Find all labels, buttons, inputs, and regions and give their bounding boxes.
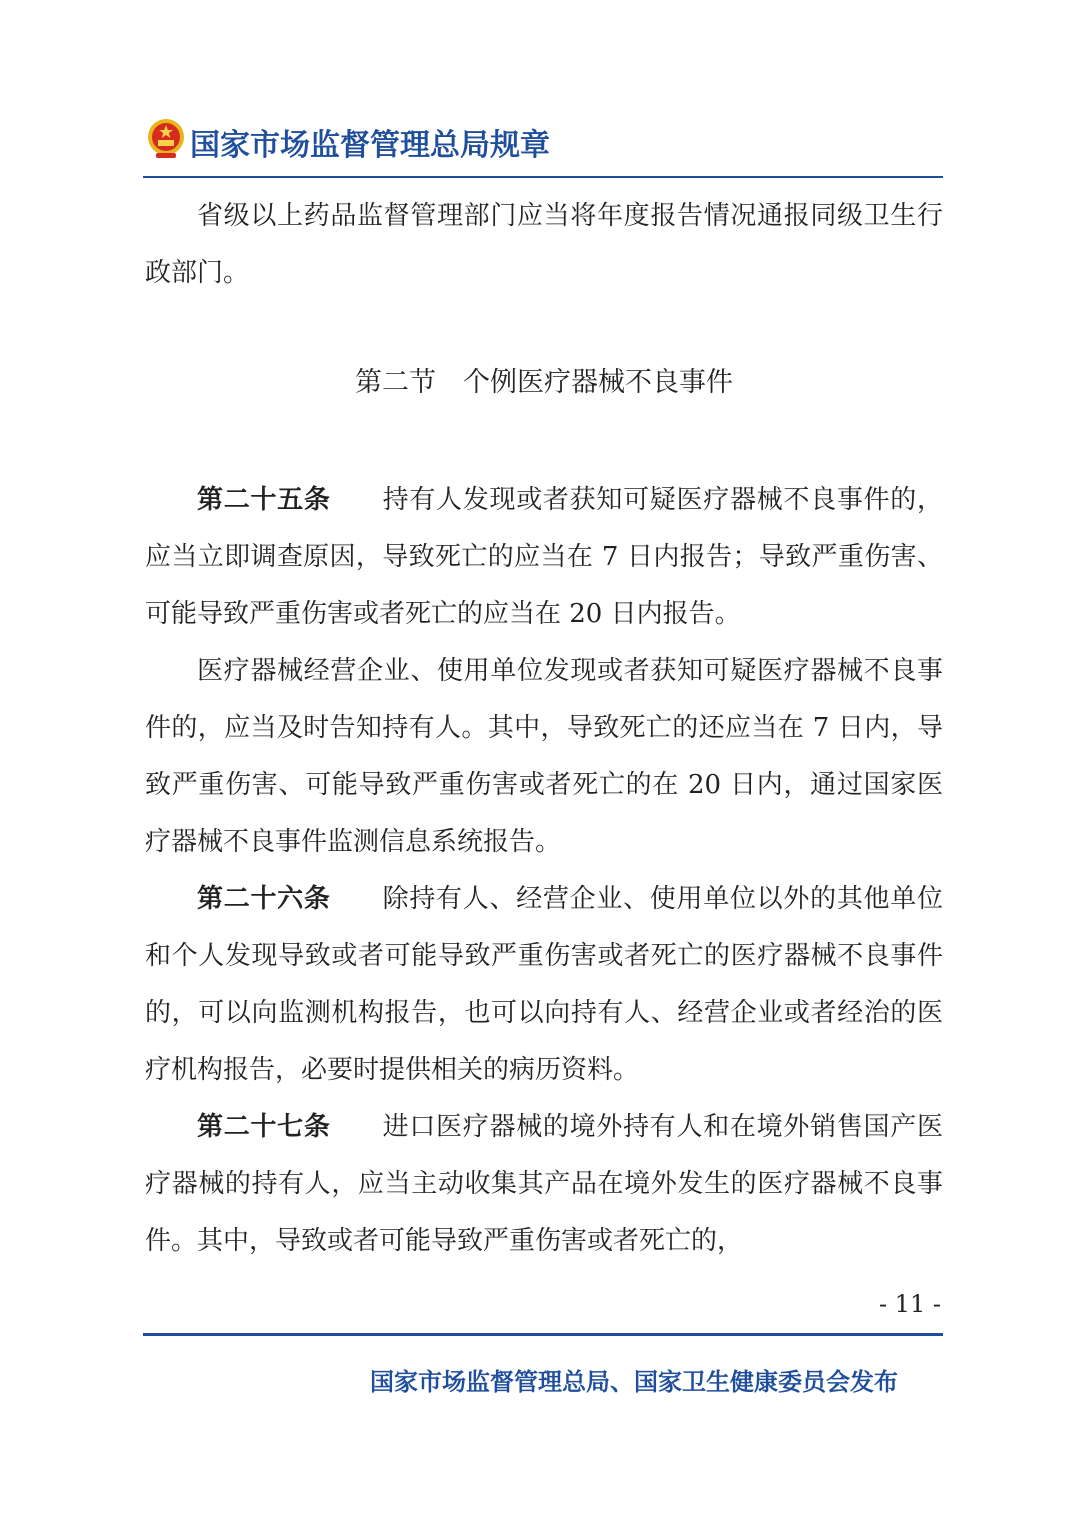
article-label: 第二十七条 <box>197 1112 331 1142</box>
articles-block <box>145 472 943 1270</box>
section-title: 第二节 个例医疗器械不良事件 <box>355 367 733 398</box>
article-label: 第二十六条 <box>197 884 331 914</box>
page-number: - 11 - <box>878 1290 941 1318</box>
article-paragraph <box>145 871 943 1099</box>
page-header-title: 国家市场监督管理总局规章 <box>190 128 550 163</box>
page-header <box>143 112 943 176</box>
footer-publisher: 国家市场监督管理总局、国家卫生健康委员会发布 <box>370 1368 898 1396</box>
article-text: 持有人发现或者获知可疑医疗器械不良事件的，应当立即调查原因，导致死亡的应当在 7 日内报告；导致严重伤害、可能导致严重伤害或者死亡的应当在 20 日内报告。 <box>145 485 943 629</box>
paragraph-top: 省级以上药品监督管理部门应当将年度报告情况通报同级卫生行政部门。 <box>145 201 943 288</box>
footer-divider <box>143 1333 943 1336</box>
article-paragraph <box>145 472 943 643</box>
article-paragraph <box>145 1099 943 1270</box>
national-emblem-icon <box>146 117 186 161</box>
article-text: 医疗器械经营企业、使用单位发现或者获知可疑医疗器械不良事件的，应当及时告知持有人。其中，导致死亡的还应当在 7 日内，导致严重伤害、可能导致严重伤害或者死亡的在 20 日内，通过国家医疗器械不良事件监测信息系统报告。 <box>145 656 943 857</box>
paragraph-top-block <box>145 188 943 302</box>
header-divider <box>143 176 943 178</box>
article-text: 除持有人、经营企业、使用单位以外的其他单位和个人发现导致或者可能导致严重伤害或者死亡的医疗器械不良事件的，可以向监测机构报告，也可以向持有人、经营企业或者经治的医疗机构报告，必要时提供相关的病历资料。 <box>145 884 943 1085</box>
article-paragraph <box>145 643 943 871</box>
article-label: 第二十五条 <box>197 485 331 515</box>
article-text: 进口医疗器械的境外持有人和在境外销售国产医疗器械的持有人，应当主动收集其产品在境外发生的医疗器械不良事件。其中，导致或者可能导致严重伤害或者死亡的， <box>145 1112 943 1256</box>
